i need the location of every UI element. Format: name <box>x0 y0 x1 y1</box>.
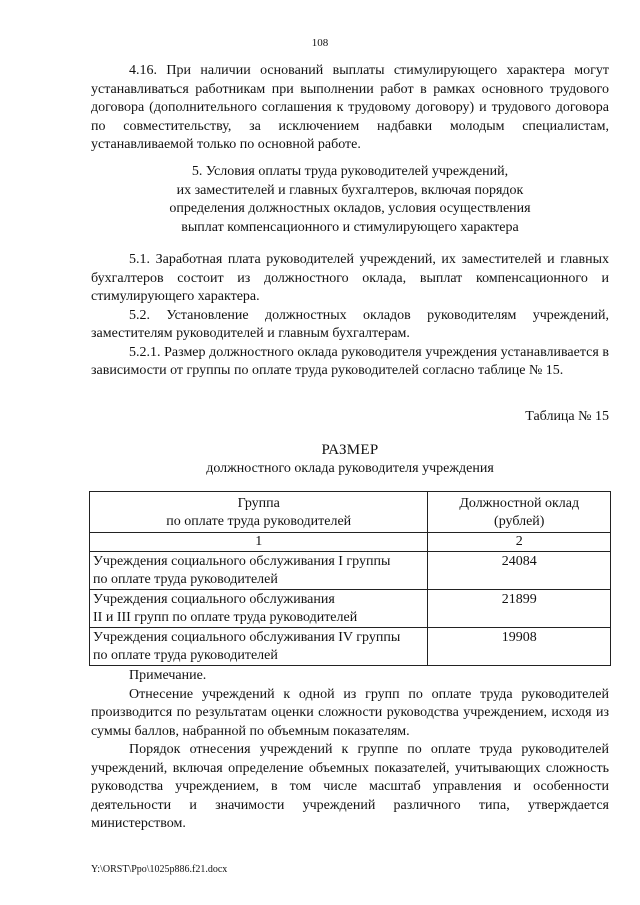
table-row <box>90 590 611 628</box>
salary-cell: 21899 <box>428 590 611 628</box>
group-cell <box>90 590 428 628</box>
header-salary-line2: (рублей) <box>494 513 545 529</box>
table-row <box>90 552 611 590</box>
table-label: Таблица № 15 <box>525 409 609 424</box>
group-cell-line1: Учреждения социального обслуживания IV группы <box>93 630 401 645</box>
group-cell-line2: II и III групп по оплате труда руководителей <box>93 609 358 625</box>
table-title-block <box>91 440 609 478</box>
paragraph-4-16-block <box>91 62 609 155</box>
salary-table <box>89 491 611 666</box>
paragraph-5-1: 5.1. Заработная плата руководителей учреждений, их заместителей и главных бухгалтеров состоит из должностного оклада, выплат компенсационного и стимулирующего характера. <box>91 252 609 304</box>
table-column-number-row <box>90 533 611 552</box>
column-number-2: 2 <box>428 533 611 552</box>
note-paragraph-1: Отнесение учреждений к одной из групп по оплате труда руководителей производится по результатам оценки сложности руководства учреждением, исходя из суммы баллов, набранной по объемным показателям. <box>91 686 609 739</box>
section-5-heading-line: определения должностных окладов, условия осуществления <box>169 201 531 216</box>
header-group-line2: по оплате труда руководителей <box>166 513 352 529</box>
footer-file-path: Y:\ORST\Ppo\1025p886.f21.docx <box>91 864 228 875</box>
header-group-line1: Группа <box>237 496 280 511</box>
paragraph-4-16: 4.16. При наличии оснований выплаты стимулирующего характера могут устанавливаться работникам при выполнении работ в рамках основного трудового договора (дополнительного соглашения к трудовому договору) и трудового договора по совместительству, за исключением надбавки молодым специалистам, устанавливаемой только по основной работе. <box>91 63 609 152</box>
group-cell-line2: по оплате труда руководителей <box>93 571 278 587</box>
table-row <box>90 628 611 666</box>
page-number: 108 <box>311 37 329 49</box>
column-number-1: 1 <box>90 533 428 552</box>
paragraph-5-2-1: 5.2.1. Размер должностного оклада руководителя учреждения устанавливается в зависимости от группы по оплате труда руководителей согласно таблице № 15. <box>91 344 609 378</box>
paragraph-5-2: 5.2. Установление должностных окладов руководителям учреждений, заместителям руководителей и главным бухгалтерам. <box>91 307 609 341</box>
section-5-heading-line: их заместителей и главных бухгалтеров, включая порядок <box>176 182 524 198</box>
section-5-heading-line: выплат компенсационного и стимулирующего характера <box>181 219 519 235</box>
note-block <box>91 667 609 834</box>
note-paragraph-2: Порядок отнесения учреждений к группе по оплате труда руководителей учреждений, включая определение объемных показателей, учитывающих сложность руководства учреждением, в том числе масштаб управления и особенности деятельности и значимости учреждений различного типа, утверждается министерством. <box>91 742 609 831</box>
group-cell-line2: по оплате труда руководителей <box>93 647 278 663</box>
table-subtitle: должностного оклада руководителя учреждения <box>206 461 494 476</box>
table-title: РАЗМЕР <box>321 442 379 458</box>
group-cell <box>90 552 428 590</box>
group-cell <box>90 628 428 666</box>
table-header-row <box>90 492 611 533</box>
section-5-paragraphs <box>91 251 609 381</box>
group-cell-line1: Учреждения социального обслуживания I группы <box>93 554 391 569</box>
header-salary <box>428 492 611 533</box>
section-5-heading-line: 5. Условия оплаты труда руководителей учреждений, <box>191 164 509 179</box>
note-label: Примечание. <box>129 668 207 683</box>
section-5-heading <box>91 163 609 237</box>
header-salary-line1: Должностной оклад <box>459 496 580 511</box>
salary-cell: 24084 <box>428 552 611 590</box>
salary-cell: 19908 <box>428 628 611 666</box>
group-cell-line1: Учреждения социального обслуживания <box>93 592 335 607</box>
header-group <box>90 492 428 533</box>
